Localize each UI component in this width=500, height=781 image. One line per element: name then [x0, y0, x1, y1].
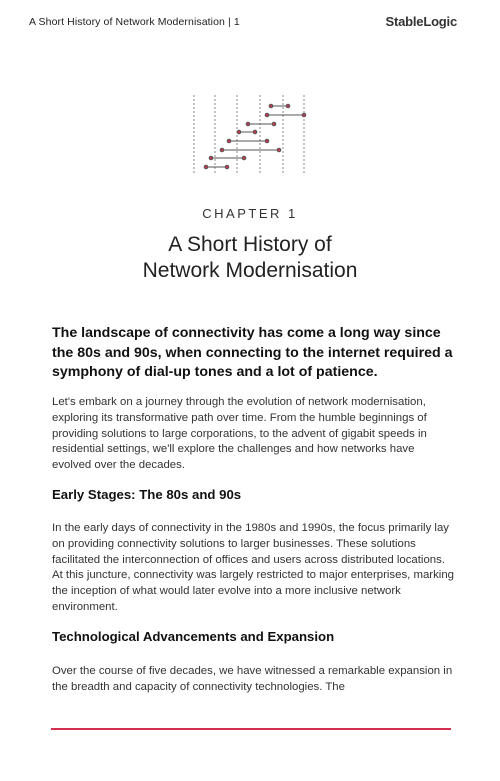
timeline-bar: [269, 104, 290, 108]
timeline-bar: [265, 113, 306, 117]
timeline-illustration: [190, 95, 310, 177]
section-heading-tech-advancements: Technological Advancements and Expansion: [52, 629, 335, 644]
timeline-bar: [246, 122, 276, 126]
chapter-title: [0, 232, 500, 284]
timeline-bar: [227, 139, 269, 143]
running-header: A Short History of Network Modernisation | 1: [29, 16, 240, 28]
tech-advancements-paragraph: Over the course of five decades, we have witnessed a remarkable expansion in the breadth and capacity of connectivity technologies. The: [52, 665, 453, 693]
section-heading-early-stages: Early Stages: The 80s and 90s: [52, 487, 242, 502]
timeline-bar: [204, 165, 229, 169]
timeline-bar: [220, 148, 281, 152]
chapter-title-line: Network Modernisation: [142, 259, 358, 282]
chapter-title-line: A Short History of: [168, 233, 332, 256]
footer-rule: [51, 728, 451, 730]
timeline-bar: [237, 130, 257, 134]
lead-paragraph: The landscape of connectivity has come a long way since the 80s and 90s, when connecting to the internet required a symphony of dial-up tones and a lot of patience.: [52, 325, 453, 380]
early-stages-paragraph: In the early days of connectivity in the 1980s and 1990s, the focus primarily lay on providing connectivity solutions to larger businesses. These solutions facilitated the interconnection of offices and users across distributed locations. At this juncture, connectivity was largely restricted to major enterprises, marking the inception of what would later evolve into a more inclusive network environment.: [52, 522, 454, 613]
chapter-label: CHAPTER 1: [202, 206, 298, 221]
brand-logo: StableLogic: [385, 14, 457, 29]
intro-paragraph: Let's embark on a journey through the evolution of network modernisation, exploring its transformative path over time. From the humble beginnings of providing solutions to large corporations, to the advent of gigabit speeds in residential settings, we'll explore the challenges and how networks have evolved over the decades.: [52, 396, 427, 472]
